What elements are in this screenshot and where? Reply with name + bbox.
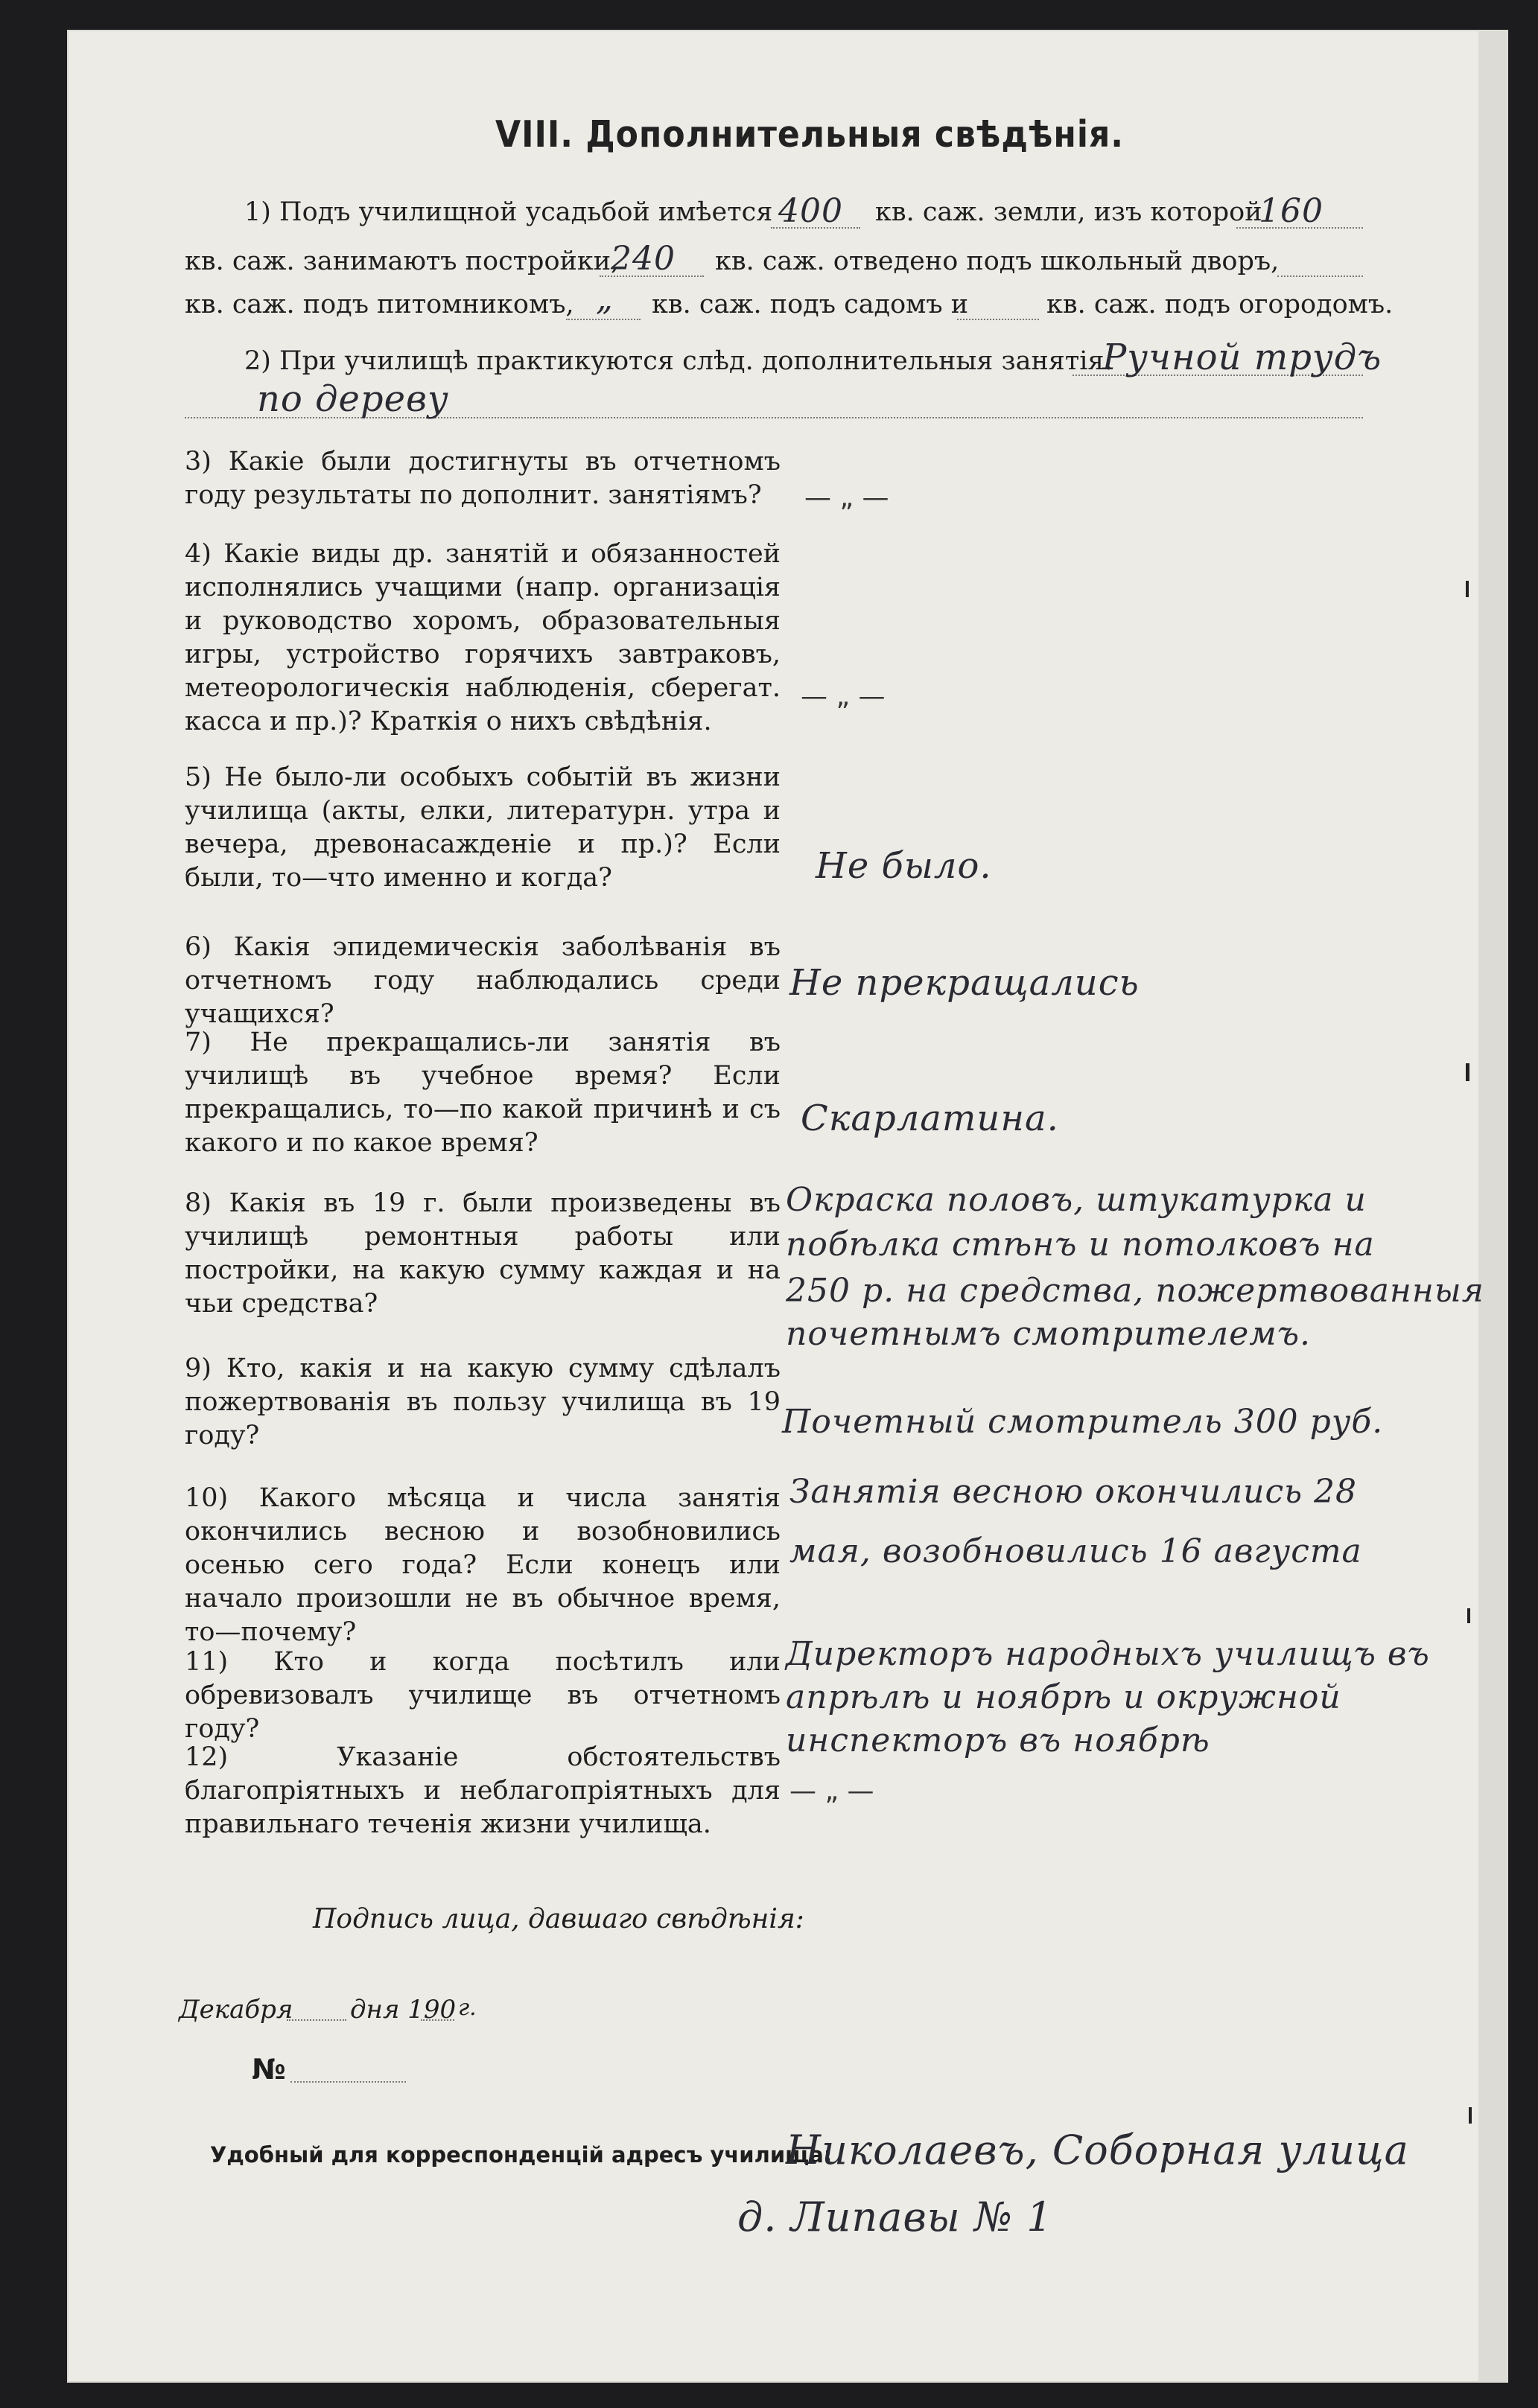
q1-dotted-line — [566, 319, 641, 320]
answer-5: Не было. — [816, 845, 992, 887]
date-month: Декабря — [179, 1995, 293, 2025]
q1-area-buildings: 160 — [1259, 192, 1323, 230]
q1-dotted-line — [1277, 275, 1363, 277]
answer-9: Почетный смотритель 300 руб. — [782, 1403, 1384, 1441]
q2-answer-1: Ручной трудъ — [1102, 337, 1382, 378]
address-label: Удобный для корреспонденцій адресъ училища: — [210, 2142, 833, 2167]
date-dotted-line — [287, 2019, 346, 2021]
binding-mark — [1466, 581, 1469, 597]
date-dotted-line — [421, 2019, 454, 2021]
q1-part-d: кв. саж. отведено подъ школьный дворъ, — [715, 246, 1280, 276]
answer-11-line-1: Директоръ народныхъ училищъ въ — [786, 1635, 1430, 1673]
q1-part-e: кв. саж. подъ питомникомъ, — [185, 290, 574, 319]
signature-label: Подпись лица, давшаго свѣдѣнія: — [313, 1904, 804, 1934]
question-12: 12) Указаніе обстоятельствъ благопріятныхъ и неблагопріятныхъ для правильнаго теченія жизни училища. — [185, 1742, 781, 1839]
question-5: 5) Не было-ли особыхъ событій въ жизни училища (акты, елки, литературн. утра и вечера, древонасажденіе и пр.)? Если были, то—что именно и когда? — [185, 762, 781, 893]
answer-6: Не прекращались — [789, 962, 1140, 1004]
number-dotted-line — [290, 2081, 406, 2083]
question-7: 7) Не прекращались-ли занятія въ училищѣ въ учебное время? Если прекращались, то—по какой причинѣ и съ какого и по какое время? — [185, 1028, 781, 1158]
answer-8-line-1: Окраска половъ, штукатурка и — [786, 1181, 1367, 1219]
q2-answer-2: по дереву — [257, 378, 449, 420]
answer-8-line-3: 250 р. на средства, пожертвованныя — [786, 1272, 1484, 1310]
question-9: 9) Кто, какія и на какую сумму сдѣлалъ пожертвованія въ пользу училища въ 19 году? — [185, 1354, 781, 1450]
question-8: 8) Какія въ 19 г. были произведены въ училищѣ ремонтныя работы или постройки, на какую сумму каждая и на чьи средства? — [185, 1188, 781, 1319]
address-line-1: Николаевъ, Соборная улица — [786, 2127, 1409, 2173]
answer-7: Скарлатина. — [801, 1098, 1059, 1139]
answer-12: — „ — — [789, 1776, 874, 1806]
binding-mark — [1466, 1063, 1469, 1081]
page-edge — [1478, 30, 1508, 2383]
q1-part-c: кв. саж. занимаютъ постройки, — [185, 246, 620, 276]
q1-area-total: 400 — [778, 192, 843, 230]
question-11: 11) Кто и когда посѣтилъ или обревизовалъ училище въ отчетномъ году? — [185, 1647, 781, 1744]
answer-8-line-2: побѣлка стѣнъ и потолковъ на — [786, 1226, 1375, 1264]
date-year-suffix: г. — [458, 1995, 477, 2021]
answer-8-line-4: почетнымъ смотрителемъ. — [786, 1315, 1312, 1353]
question-4: 4) Какіе виды др. занятій и обязанностей исполнялись учащими (напр. организація и руководство хоромъ, образовательныя игры, устройство горячихъ завтраковъ, метеорологическія наблюденія, сберегат. касса и пр.)? Краткія о нихъ свѣдѣнія. — [185, 539, 781, 736]
answer-11-line-3: инспекторъ въ ноябрѣ — [786, 1721, 1210, 1759]
address-line-2: д. Липавы № 1 — [737, 2194, 1053, 2240]
answer-10-line-1: Занятія весною окончились 28 — [789, 1473, 1358, 1511]
binding-mark — [1467, 1608, 1470, 1623]
answer-3: — „ — — [804, 482, 889, 513]
number-label: № — [252, 2053, 286, 2086]
q1-part-f: кв. саж. подъ садомъ и — [652, 290, 969, 319]
q1-nursery-mark: „ — [596, 280, 614, 318]
binding-mark — [1469, 2107, 1472, 2124]
answer-11-line-2: апрѣлѣ и ноябрѣ и окружной — [786, 1678, 1341, 1716]
q1-area-yard: 240 — [611, 240, 676, 278]
q1-part-g: кв. саж. подъ огородомъ. — [1046, 290, 1394, 319]
date-day-label: дня 190 — [350, 1995, 457, 2025]
page-title: VIII. Дополнительныя свѣдѣнія. — [495, 113, 1125, 156]
question-10: 10) Какого мѣсяца и числа занятія окончились весною и возобновились осенью сего года? Если конецъ или начало произошли не въ обычное время, то—почему? — [185, 1483, 781, 1647]
q1-part-b: кв. саж. земли, изъ которой — [875, 197, 1262, 227]
q1-part-a: 1) Подъ училищной усадьбой имѣется — [244, 197, 773, 227]
question-3: 3) Какіе были достигнуты въ отчетномъ году результаты по дополнит. занятіямъ? — [185, 447, 781, 510]
q1-dotted-line — [957, 319, 1039, 320]
answer-10-line-2: мая, возобновились 16 августа — [789, 1532, 1362, 1570]
answer-4: — „ — — [801, 681, 886, 712]
q2-text: 2) При училищѣ практикуются слѣд. дополнительныя занятія: — [244, 346, 1113, 376]
question-6: 6) Какія эпидемическія заболѣванія въ отчетномъ году наблюдались среди учащихся? — [185, 932, 781, 1029]
